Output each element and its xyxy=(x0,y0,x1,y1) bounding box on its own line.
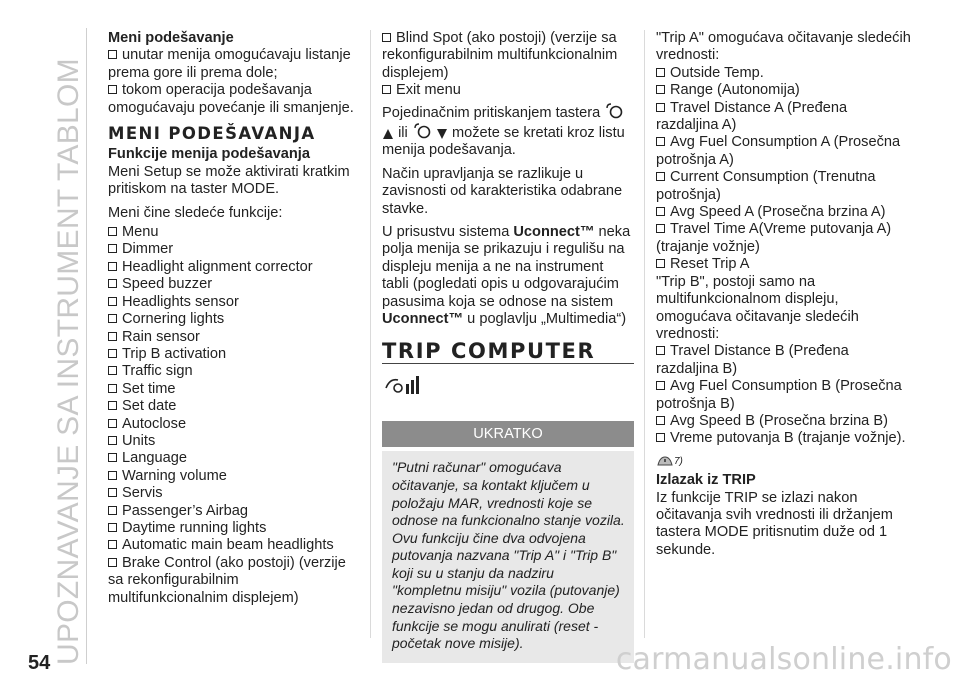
triangle-up-icon xyxy=(382,128,394,140)
list-item: Speed buzzer xyxy=(108,276,358,293)
triangle-down-icon xyxy=(436,128,448,140)
bullet-box-icon xyxy=(108,297,117,306)
column-divider xyxy=(644,30,645,638)
bullet-box-icon xyxy=(108,453,117,462)
bullet-box-icon xyxy=(656,346,665,355)
list-item: Avg Fuel Consumption B (Prosečna potrošnja B) xyxy=(656,378,902,412)
bullet-box-icon xyxy=(108,506,117,515)
para-uconnect: U prisustvu sistema Uconnect™ neka polja menija se prikazuju i regulišu na displeju menija a ne na instrument tabli (pogledati opis u odgovarajućim pasusima koja se odnose na sistem Uconnect™ u poglavlju „Multimedia“) xyxy=(382,224,631,328)
ukratko-banner: UKRATKO xyxy=(382,421,634,447)
list-item: Avg Fuel Consumption A (Prosečna potrošnja A) xyxy=(656,134,901,168)
bullet-box-icon xyxy=(108,85,117,94)
bullet-box-icon xyxy=(108,488,117,497)
section-title-meni: MENI PODEŠAVANJA xyxy=(108,124,316,144)
list-item: Current Consumption (Trenutna potrošnja) xyxy=(656,169,876,203)
list-item: Set time xyxy=(108,381,358,398)
heading-izlazak: Izlazak iz TRIP xyxy=(656,472,756,489)
bullet-box-icon xyxy=(656,433,665,442)
list-item: Units xyxy=(108,433,358,450)
list-item: Range (Autonomija) xyxy=(656,82,911,99)
list-item: Traffic sign xyxy=(108,363,358,380)
list-item: Servis xyxy=(108,485,358,502)
list-item: Travel Time A(Vreme putovanja A) (trajanje vožnje) xyxy=(656,221,892,255)
list-item: Blind Spot (ako postoji) (verzije sa rekonfigurabilnim multifunkcionalnim displejem) xyxy=(382,30,618,81)
menu-functions-list xyxy=(108,224,358,607)
column-divider xyxy=(370,30,371,638)
column-3 xyxy=(656,30,911,565)
menu-functions-list-cont xyxy=(382,30,634,100)
list-item: Outside Temp. xyxy=(656,65,911,82)
list-item: Rain sensor xyxy=(108,329,358,346)
bullet-box-icon xyxy=(108,436,117,445)
list-item: Dimmer xyxy=(108,241,358,258)
list-item: Daytime running lights xyxy=(108,520,358,537)
list-item: Reset Trip A xyxy=(656,256,911,273)
bullet-box-icon xyxy=(382,33,391,42)
sub-heading-funkcije: Funkcije menija podešavanja xyxy=(108,146,310,163)
bullet-box-icon xyxy=(108,314,117,323)
bullet-box-icon xyxy=(108,262,117,271)
page-number: 54 xyxy=(28,652,51,674)
trip-b-list xyxy=(656,343,911,447)
para-trip-a-intro: "Trip A" omogućava očitavanje sledećih vrednosti: xyxy=(656,30,911,64)
steering-button-icon xyxy=(604,102,624,120)
list-item: Passenger’s Airbag xyxy=(108,503,358,520)
bullet-box-icon xyxy=(108,227,117,236)
bullet-box-icon xyxy=(656,224,665,233)
bullet-box-icon xyxy=(108,349,117,358)
bullet-box-icon xyxy=(108,332,117,341)
list-item: Menu xyxy=(108,224,358,241)
column-1 xyxy=(108,30,358,607)
list-item: Headlights sensor xyxy=(108,294,358,311)
watermark: carmanualsonline.info xyxy=(615,642,952,677)
bullet-box-icon xyxy=(108,366,117,375)
side-section-title: UPOZNAVANJE SA INSTRUMENT TABLOM xyxy=(52,58,85,665)
para-funkcije: Meni čine sledeće funkcije: xyxy=(108,204,283,221)
bullet-box-icon xyxy=(656,259,665,268)
bullet-box-icon xyxy=(108,50,117,59)
bullet-box-icon xyxy=(108,279,117,288)
bullet-box-icon xyxy=(656,172,665,181)
list-item: Exit menu xyxy=(382,82,634,99)
list-item: Headlight alignment corrector xyxy=(108,259,358,276)
bullet-box-icon xyxy=(656,137,665,146)
heading-meni-podesavanje: Meni podešavanje xyxy=(108,30,234,46)
arrow-up-line: unutar menija omogućavaju listanje prema gore ili prema dole; xyxy=(108,47,351,81)
list-item: Language xyxy=(108,450,358,467)
arrow-down-line: tokom operacija podešavanja omogućavaju povećanje ili smanjenje. xyxy=(108,82,354,116)
bullet-box-icon xyxy=(108,401,117,410)
bullet-box-icon xyxy=(656,103,665,112)
list-item: Autoclose xyxy=(108,416,358,433)
bullet-box-icon xyxy=(108,540,117,549)
bullet-box-icon xyxy=(108,384,117,393)
bullet-box-icon xyxy=(108,558,117,567)
list-item: Travel Distance A (Pređena razdaljina A) xyxy=(656,99,848,134)
para-setup: Meni Setup se može aktivirati kratkim pritiskom na taster MODE. xyxy=(108,163,350,198)
bullet-box-icon xyxy=(108,419,117,428)
para-buttons: Pojedinačnim pritiskanjem tastera ili možete se kretati kroz listu menija podešavanja. xyxy=(382,102,634,160)
list-item: Cornering lights xyxy=(108,311,358,328)
section-title-trip: TRIP COMPUTER xyxy=(382,343,634,364)
list-item: Trip B activation xyxy=(108,346,358,363)
list-item: Warning volume xyxy=(108,468,358,485)
para-izlazak: Iz funkcije TRIP se izlazi nakon očitavanja svih vrednosti ili držanjem tastera MODE pritisnutim duže od 1 sekunde. xyxy=(656,489,893,558)
side-rule xyxy=(86,28,87,664)
bullet-box-icon xyxy=(656,85,665,94)
list-item: Set date xyxy=(108,398,358,415)
list-item: Avg Speed A (Prosečna brzina A) xyxy=(656,204,911,221)
bullet-box-icon xyxy=(108,244,117,253)
list-item: Travel Distance B (Pređena razdaljina B) xyxy=(656,343,849,377)
list-item: Brake Control (ako postoji) (verzije sa rekonfigurabilnim multifunkcionalnim displejem) xyxy=(108,554,346,606)
column-2 xyxy=(382,30,634,663)
ukratko-summary: "Putni računar" omogućava očitavanje, sa kontakt ključem u položaju MAR, vrednosti koje se odnose na funkcionalno stanje vozila. Ovu funkciju čine dva odvojena putovanja nazvana "Trip A" i "Trip B" koji su u stanju da nadziru "kompletnu misiju" vozila (putovanje) nezavisno jedan od drugog. Obe funkcije se mogu anulirati (reset - početak nove misije). xyxy=(382,451,634,663)
list-item: Avg Speed B (Prosečna brzina B) xyxy=(656,413,911,430)
car-warning-icon xyxy=(656,453,674,467)
warning-reference: 7) xyxy=(656,452,911,470)
bullet-box-icon xyxy=(656,416,665,425)
steering-button-icon xyxy=(412,122,432,140)
trip-a-list xyxy=(656,65,911,274)
list-item: Vreme putovanja B (trajanje vožnje). xyxy=(656,430,911,447)
bullet-box-icon xyxy=(656,207,665,216)
bullet-box-icon xyxy=(656,68,665,77)
bullet-box-icon xyxy=(382,85,391,94)
bullet-box-icon xyxy=(108,523,117,532)
para-trip-b-intro: "Trip B", postoji samo na multifunkcionalnom displeju, omogućava očitavanje sledećih vrednosti: xyxy=(656,273,859,342)
trip-computer-icon xyxy=(384,374,424,396)
para-nacin: Način upravljanja se razlikuje u zavisnosti od karakteristika odabrane stavke. xyxy=(382,165,623,217)
list-item: Automatic main beam headlights xyxy=(108,537,358,554)
bullet-box-icon xyxy=(656,381,665,390)
bullet-box-icon xyxy=(108,471,117,480)
